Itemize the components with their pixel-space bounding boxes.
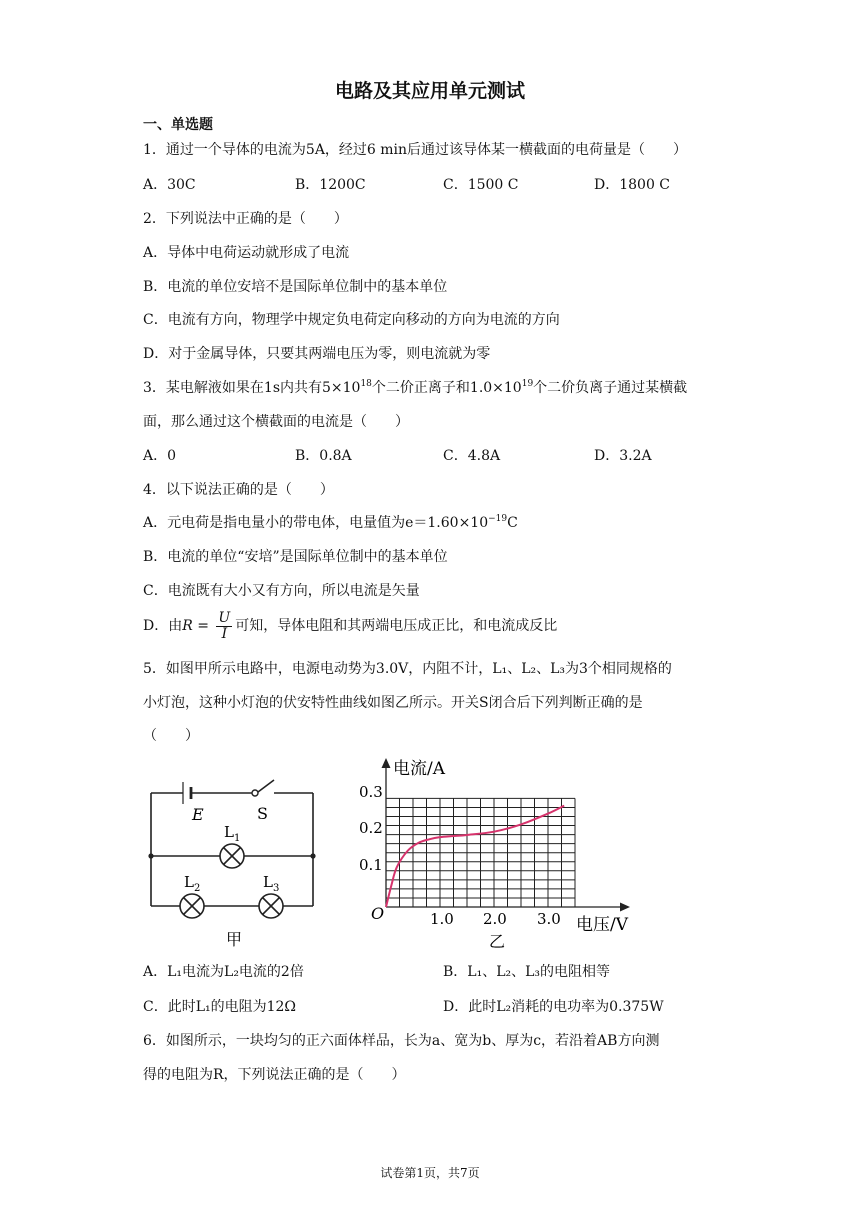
q4-option-c: C．电流既有大小又有方向，所以电流是矢量: [143, 583, 420, 599]
caption-yi: 乙: [489, 932, 506, 951]
origin-label: O: [371, 904, 385, 923]
q1-option-a: A．30C: [143, 177, 196, 193]
q2-option-c: C．电流有方向，物理学中规定负电荷定向移动的方向为电流的方向: [143, 312, 560, 328]
q4-option-d: D．由R = $\frac{U}{I}$ 可知，导体电阻和其两端电压成正比，和电流成反比: [143, 609, 558, 642]
q4-option-a: A．元电荷是指电量小的带电体，电量值为$e=1.60\times 10^{-19}C$: [143, 514, 518, 531]
label-l3: $L_3$: [263, 873, 280, 894]
q5-option-d: D．此时L₂消耗的电功率为0.375W: [443, 999, 664, 1015]
x-axis-arrow: [620, 903, 630, 912]
x-tick-label: 2.0: [483, 910, 507, 928]
x-tick-label: 1.0: [430, 910, 454, 928]
question-5-stem: 5．如图甲所示电路中，电源电动势为3.0V，内阻不计，L₁、L₂、L₃为3个相同规格的: [143, 661, 672, 677]
question-1-stem: 1．通过一个导体的电流为5A，经过6 min后通过该导体某一横截面的电荷量是（ ）: [143, 142, 688, 158]
question-3-stem-cont: 面，那么通过这个横截面的电流是（ ）: [143, 414, 409, 430]
y-axis-arrow: [382, 758, 391, 768]
question-6-stem: 6．如图所示，一块均匀的正六面体样品，长为a、宽为b、厚为c，若沿着AB方向测: [143, 1033, 660, 1049]
q2-option-b: B．电流的单位安培不是国际单位制中的基本单位: [143, 279, 448, 295]
x-axis-label: 电压/V: [576, 915, 629, 935]
question-5-stem-cont: 小灯泡，这种小灯泡的伏安特性曲线如图乙所示。开关S闭合后下列判断正确的是: [143, 695, 643, 711]
question-2-stem: 2．下列说法中正确的是（ ）: [143, 211, 348, 227]
q1-option-b: B．1200C: [295, 177, 366, 193]
q3-option-d: D．3.2A: [594, 448, 652, 464]
x-tick-label: 3.0: [537, 910, 561, 928]
q4-option-b: B．电流的单位“安培”是国际单位制中的基本单位: [143, 549, 448, 565]
circuit-diagram: [140, 770, 330, 950]
label-e: E: [192, 805, 204, 824]
y-axis-label: 电流/A: [393, 759, 446, 779]
q2-option-a: A．导体中电荷运动就形成了电流: [143, 245, 350, 261]
q5-option-a: A．L₁电流为L₂电流的2倍: [143, 964, 304, 980]
q2-option-d: D．对于金属导体，只要其两端电压为零，则电流就为零: [143, 346, 491, 362]
label-s: S: [257, 804, 268, 823]
question-6-stem-cont: 得的电阻为R，下列说法正确的是（ ）: [143, 1067, 406, 1083]
page-title: 电路及其应用单元测试: [334, 80, 525, 102]
iv-curve-chart: [350, 752, 650, 952]
fraction-u-over-i: $\frac{U}{I}$: [218, 609, 231, 642]
q3-option-c: C．4.8A: [443, 448, 501, 464]
q3-option-b: B．0.8A: [295, 448, 352, 464]
question-3-stem: 3．某电解液如果在1s内共有$5\times 10^{18}$个二价正离子和$1.0\times 10^{19}$个二价负离子通过某横截: [143, 379, 688, 396]
caption-jia: 甲: [226, 930, 243, 949]
q5-option-c: C．此时L₁的电阻为12Ω: [143, 999, 297, 1015]
question-4-stem: 4．以下说法正确的是（ ）: [143, 482, 334, 498]
y-tick-label: 0.3: [359, 783, 383, 801]
q5-option-b: B．L₁、L₂、L₃的电阻相等: [443, 964, 611, 980]
page-footer: 试卷第1页，共7页: [380, 1166, 480, 1180]
q3-option-a: A．0: [143, 448, 177, 464]
question-5-stem-paren: （ ）: [143, 728, 199, 744]
y-tick-label: 0.1: [359, 856, 383, 874]
q1-option-d: D．1800 C: [594, 177, 671, 193]
label-l1: $L_1$: [224, 823, 241, 844]
label-l2: $L_2$: [184, 873, 201, 894]
section-heading: 一、单选题: [143, 117, 213, 133]
y-tick-label: 0.2: [359, 819, 383, 837]
q1-option-c: C．1500 C: [443, 177, 519, 193]
